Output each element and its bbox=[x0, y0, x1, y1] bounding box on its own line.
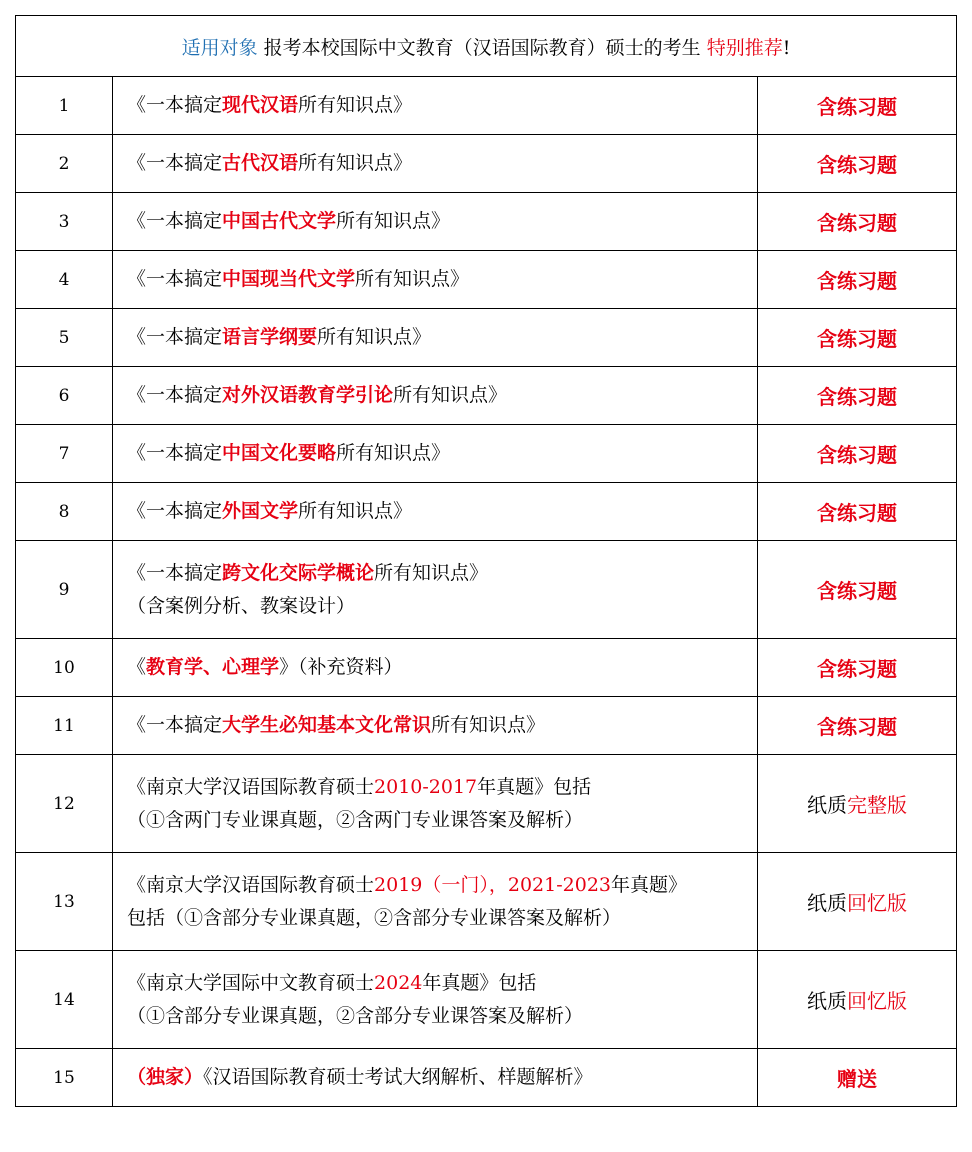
table-row bbox=[16, 425, 957, 483]
row-number: 15 bbox=[16, 1049, 113, 1107]
row-note: 赠送 bbox=[758, 1049, 957, 1107]
row-title: 《一本搞定中国文化要略所有知识点》 bbox=[113, 425, 758, 483]
table-row bbox=[16, 77, 957, 135]
row-note: 含练习题 bbox=[758, 425, 957, 483]
table-row bbox=[16, 639, 957, 697]
table-row bbox=[16, 135, 957, 193]
row-note: 含练习题 bbox=[758, 367, 957, 425]
row-number: 1 bbox=[16, 77, 113, 135]
row-title: 《南京大学国际中文教育硕士2024年真题》包括 （①含部分专业课真题，②含部分专业课答案及解析） bbox=[113, 951, 758, 1049]
row-number: 12 bbox=[16, 755, 113, 853]
row-number: 10 bbox=[16, 639, 113, 697]
row-subtitle: （①含部分专业课真题，②含部分专业课答案及解析） bbox=[127, 1004, 584, 1027]
row-subtitle: （①含两门专业课真题，②含两门专业课答案及解析） bbox=[127, 808, 584, 831]
row-note: 纸质完整版 bbox=[758, 755, 957, 853]
table-row bbox=[16, 367, 957, 425]
recommend-label: 特别推荐 bbox=[706, 36, 783, 59]
row-number: 13 bbox=[16, 853, 113, 951]
row-title: 《一本搞定中国古代文学所有知识点》 bbox=[113, 193, 758, 251]
row-title: （独家）《汉语国际教育硕士考试大纲解析、样题解析》 bbox=[113, 1049, 758, 1107]
row-note: 含练习题 bbox=[758, 77, 957, 135]
row-title: 《一本搞定大学生必知基本文化常识所有知识点》 bbox=[113, 697, 758, 755]
row-note: 含练习题 bbox=[758, 639, 957, 697]
row-note: 含练习题 bbox=[758, 193, 957, 251]
row-number: 9 bbox=[16, 541, 113, 639]
table-row bbox=[16, 1049, 957, 1107]
row-number: 5 bbox=[16, 309, 113, 367]
row-number: 4 bbox=[16, 251, 113, 309]
row-note: 纸质回忆版 bbox=[758, 853, 957, 951]
row-note: 含练习题 bbox=[758, 541, 957, 639]
target-text: 报考本校国际中文教育（汉语国际教育）硕士的考生 bbox=[257, 36, 707, 59]
table-row bbox=[16, 483, 957, 541]
row-note: 含练习题 bbox=[758, 251, 957, 309]
header-cell bbox=[16, 16, 957, 77]
row-note: 含练习题 bbox=[758, 483, 957, 541]
row-title: 《教育学、心理学》（补充资料） bbox=[113, 639, 758, 697]
exclaim: ! bbox=[782, 36, 791, 59]
row-title: 《南京大学汉语国际教育硕士2010-2017年真题》包括 （①含两门专业课真题，②含两门专业课答案及解析） bbox=[113, 755, 758, 853]
table-row bbox=[16, 251, 957, 309]
table-row bbox=[16, 755, 957, 853]
row-note: 含练习题 bbox=[758, 135, 957, 193]
row-subtitle: （含案例分析、教案设计） bbox=[127, 594, 356, 617]
row-title: 《一本搞定跨文化交际学概论所有知识点》 （含案例分析、教案设计） bbox=[113, 541, 758, 639]
table-row bbox=[16, 309, 957, 367]
row-number: 3 bbox=[16, 193, 113, 251]
row-note: 纸质回忆版 bbox=[758, 951, 957, 1049]
row-title: 《一本搞定现代汉语所有知识点》 bbox=[113, 77, 758, 135]
table-row bbox=[16, 697, 957, 755]
target-label: 适用对象 bbox=[181, 36, 258, 59]
row-title: 《一本搞定外国文学所有知识点》 bbox=[113, 483, 758, 541]
row-title: 《一本搞定语言学纲要所有知识点》 bbox=[113, 309, 758, 367]
table-row bbox=[16, 853, 957, 951]
row-note: 含练习题 bbox=[758, 697, 957, 755]
row-number: 14 bbox=[16, 951, 113, 1049]
table-row bbox=[16, 193, 957, 251]
header-row bbox=[16, 16, 957, 77]
row-title: 《一本搞定对外汉语教育学引论所有知识点》 bbox=[113, 367, 758, 425]
row-number: 2 bbox=[16, 135, 113, 193]
row-number: 6 bbox=[16, 367, 113, 425]
materials-table bbox=[15, 15, 957, 1107]
table-row bbox=[16, 541, 957, 639]
row-number: 7 bbox=[16, 425, 113, 483]
row-title: 《南京大学汉语国际教育硕士2019（一门），2021-2023年真题》 包括（①含部分专业课真题，②含部分专业课答案及解析） bbox=[113, 853, 758, 951]
row-number: 11 bbox=[16, 697, 113, 755]
row-note: 含练习题 bbox=[758, 309, 957, 367]
row-number: 8 bbox=[16, 483, 113, 541]
row-title: 《一本搞定中国现当代文学所有知识点》 bbox=[113, 251, 758, 309]
table-row bbox=[16, 951, 957, 1049]
row-subtitle: 包括（①含部分专业课真题，②含部分专业课答案及解析） bbox=[127, 906, 622, 929]
row-title: 《一本搞定古代汉语所有知识点》 bbox=[113, 135, 758, 193]
